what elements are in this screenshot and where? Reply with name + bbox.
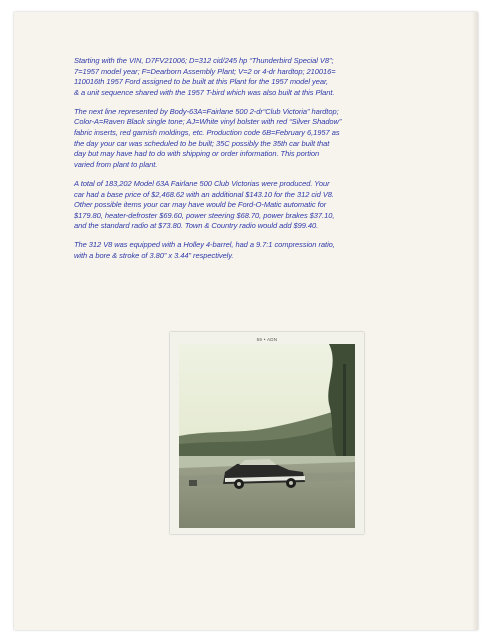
text-line: The next line represented by Body-63A=Fairlane 500 2-dr“Club Victoria” hardtop;: [74, 106, 339, 116]
text-line: The 312 V8 was equipped with a Holley 4-barrel, had a 9.7:1 compression ratio,: [74, 240, 335, 250]
text-line: 110016th 1957 Ford assigned to be built at this Plant for the 1957 model year,: [74, 77, 329, 87]
text-line: 7=1957 model year; F=Dearborn Assembly Plant; V=2 or 4-dr hardtop; 210016=: [74, 66, 336, 76]
text-line: and the standard radio at $73.80. Town & Country radio would add $99.40.: [74, 221, 319, 231]
page-edge-shadow: [472, 12, 478, 630]
paragraph-production: [74, 179, 434, 232]
text-line: fabric inserts, red garnish moldings, etc. Production code 6B=February 6,1957 as: [74, 128, 340, 138]
text-line: & a unit sequence shared with the 1957 T-bird which was also built at this Plant.: [74, 87, 335, 97]
text-line: the day your car was scheduled to be built; 35C possibly the 35th car built that: [74, 138, 330, 148]
text-line: A total of 183,202 Model 63A Fairlane 500 Club Victorias were produced. Your: [74, 178, 330, 188]
text-line: with a bore & stroke of 3.80” x 3.44” respectively.: [74, 251, 234, 260]
paragraph-engine: [74, 240, 434, 261]
photo-date-stamp: 59 • ADN: [256, 337, 278, 342]
vintage-photo: [170, 332, 364, 534]
document-text: [74, 56, 434, 270]
paragraph-body-code: [74, 107, 434, 171]
car-photo-image: [179, 344, 355, 528]
text-line: Other possible items your car may have would be Ford-O-Matic automatic for: [74, 200, 327, 210]
car-photo-illustration: [179, 344, 355, 528]
text-line: Starting with the VIN, D7FV21006; D=312 cid/245 hp “Thunderbird Special V8”;: [74, 56, 334, 65]
text-line: $179.80, heater-defroster $69.60, power steering $68.70, power brakes $37.10,: [74, 210, 335, 220]
text-line: Color-A=Raven Black single tone; AJ=White vinyl bolster with red “Silver Shadow”: [74, 117, 342, 127]
text-line: car had a base price of $2,468.62 with an additional $143.10 for the 312 cid V8.: [74, 189, 334, 199]
text-line: varied from plant to plant.: [74, 159, 158, 169]
paragraph-vin: [74, 56, 434, 98]
text-line: day but may have had to do with shipping or order information. This portion: [74, 149, 320, 159]
